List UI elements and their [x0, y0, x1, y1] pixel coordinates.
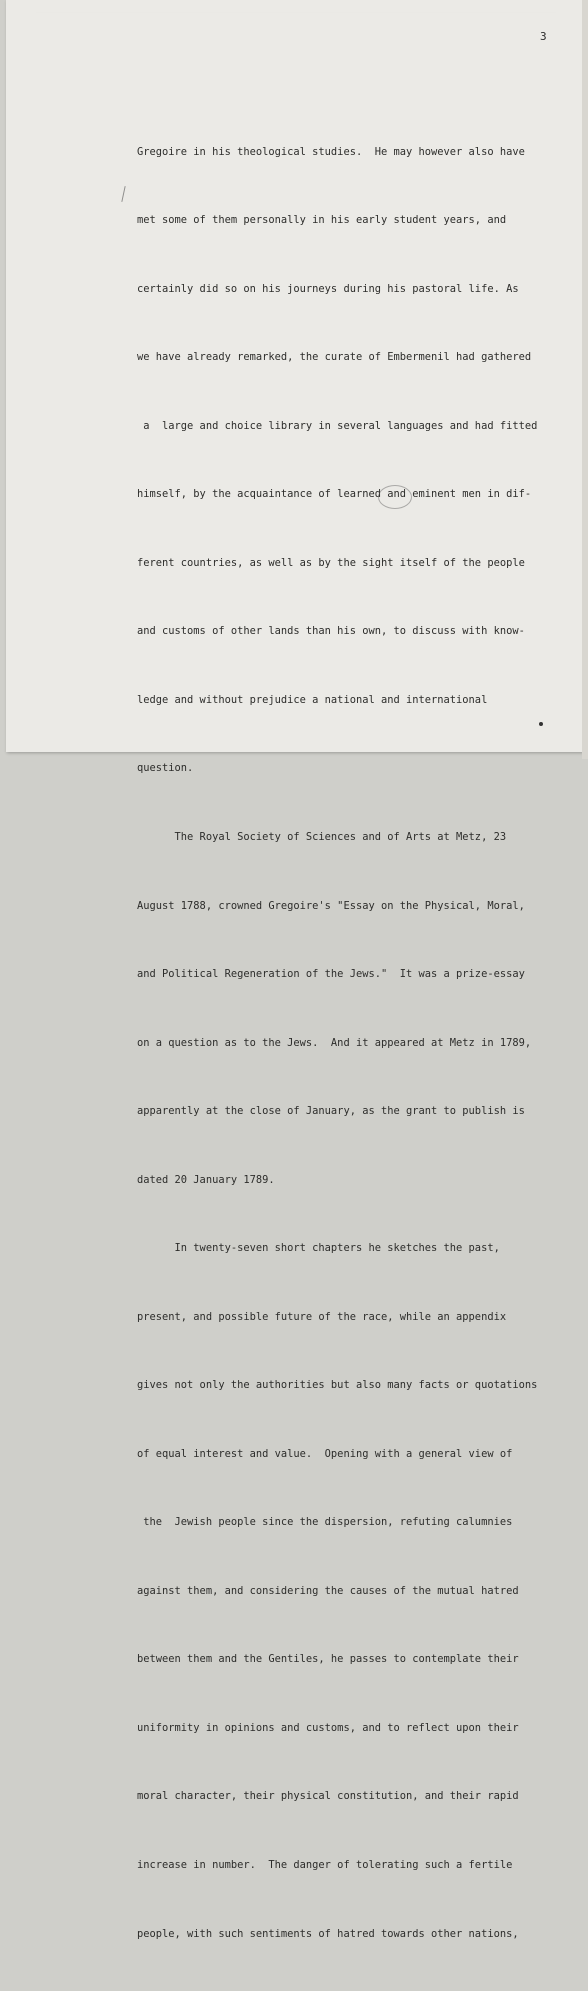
text-line: certainly did so on his journeys during his pastoral life. As — [137, 282, 519, 295]
pencil-mark — [121, 186, 125, 202]
typewritten-page — [6, 0, 583, 1940]
text-line: gives not only the authorities but also many facts or quotations — [137, 1379, 538, 1392]
text-line: Gregoire in his theological studies. He may however also have — [137, 145, 525, 158]
text-line: a large and choice library in several languages and had fitted — [137, 419, 538, 432]
text-line: question. — [137, 762, 194, 775]
text-line: and customs of other lands than his own, to discuss with know- — [137, 625, 525, 638]
text-line: uniformity in opinions and customs, and to reflect upon their — [137, 1721, 519, 1734]
text-line: In twenty-seven short chapters he sketches the past, — [137, 1242, 500, 1255]
circled-word-mark — [378, 485, 412, 509]
text-line: August 1788, crowned Gregoire's "Essay on the Physical, Moral, — [137, 899, 525, 912]
text-line: people, with such sentiments of hatred towards other nations, — [137, 1927, 519, 1940]
bleed-through-text — [36, 12, 556, 63]
text-line: ferent countries, as well as by the sight itself of the people — [137, 556, 525, 569]
page-edge — [582, 0, 588, 759]
text-line: ledge and without prejudice a national and international — [137, 693, 488, 706]
text-line: dated 20 January 1789. — [137, 1173, 275, 1186]
ink-smudge — [539, 722, 543, 726]
text-line: of equal interest and value. Opening with a general view of — [137, 1447, 513, 1460]
text-line: himself, by the acquaintance of learned and eminent men in dif- — [137, 488, 532, 501]
text-line: between them and the Gentiles, he passes to contemplate their — [137, 1653, 519, 1666]
text-line: The Royal Society of Sciences and of Arts at Metz, 23 — [137, 831, 507, 843]
body-text — [137, 95, 537, 1991]
text-line: apparently at the close of January, as the grant to publish is — [137, 1105, 525, 1118]
text-line: increase in number. The danger of tolerating such a fertile — [137, 1858, 513, 1871]
text-line: met some of them personally in his early student years, and — [137, 214, 507, 227]
text-line: we have already remarked, the curate of Embermenil had gathered — [137, 351, 532, 364]
text-line: on a question as to the Jews. And it appeared at Metz in 1789, — [137, 1036, 532, 1049]
page-number: 3 — [540, 30, 547, 43]
text-line: moral character, their physical constitution, and their rapid — [137, 1790, 519, 1803]
text-line: and Political Regeneration of the Jews." It was a prize-essay — [137, 968, 525, 981]
text-line: the Jewish people since the dispersion, refuting calumnies — [137, 1516, 513, 1529]
text-line: present, and possible future of the race, while an appendix — [137, 1310, 507, 1323]
text-line: against them, and considering the causes of the mutual hatred — [137, 1584, 519, 1597]
